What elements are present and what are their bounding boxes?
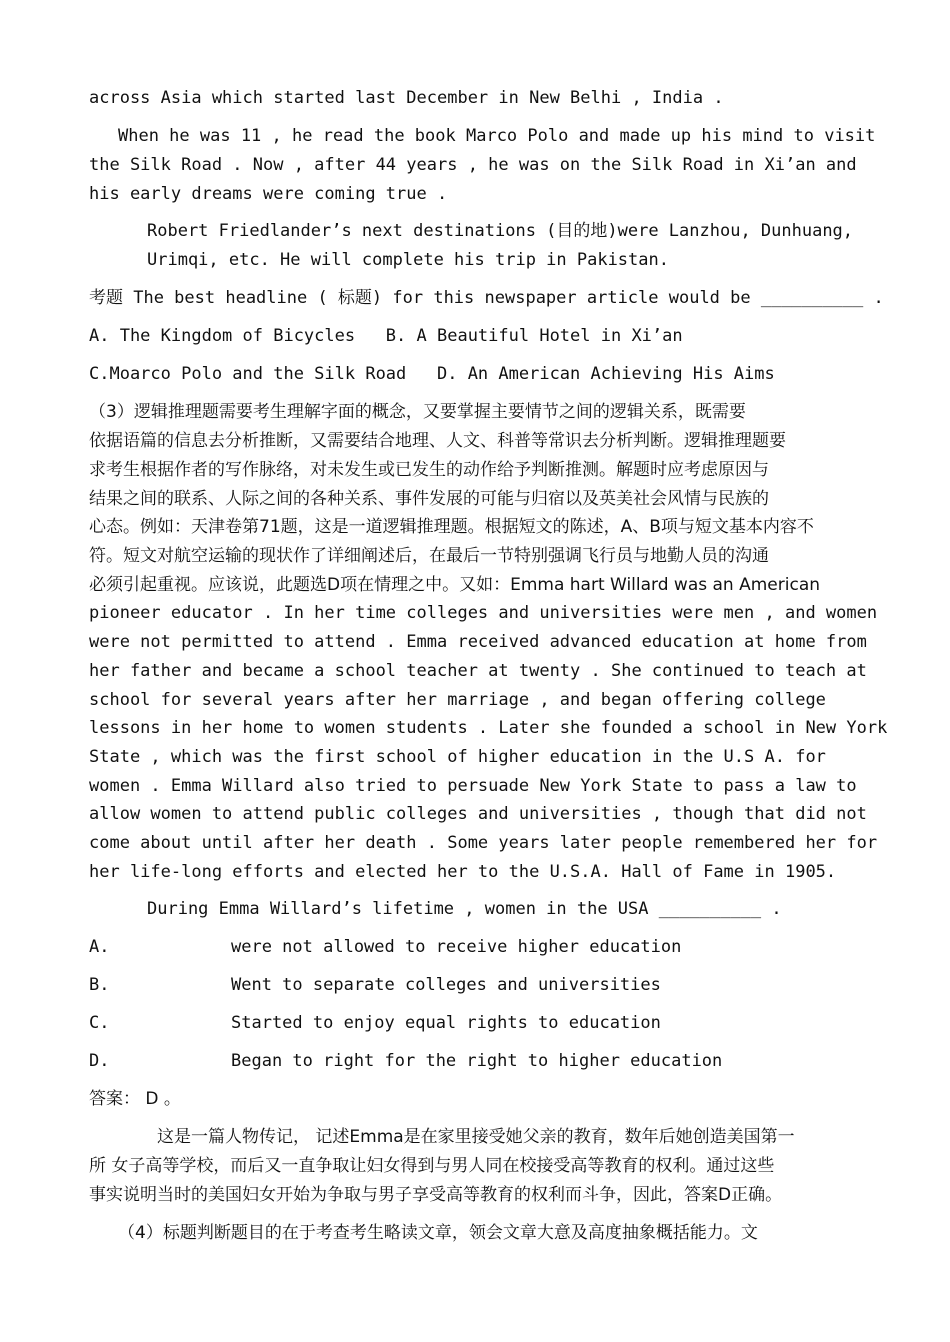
section3-line: pioneer educator . In her time colleges and universities were men , and women [89,603,878,623]
option-text: Started to enjoy equal rights to education [231,1013,661,1033]
section3-line: 依据语篇的信息去分析推断，又需要结合地理、人文、科普等常识去分析判断。逻辑推理题要 [89,431,786,451]
question-stem: 考题 The best headline ( 标题) for this newspaper article would be __________ . [89,288,884,308]
section3-line: 结果之间的联系、人际之间的各种关系、事件发展的可能与归宿以及英美社会风情与民族的 [89,489,769,509]
section3-line: 心态。例如：天津卷第71题，这是一道逻辑推理题。根据短文的陈述，A、B项与短文基本内容不 [89,517,814,537]
question-stem: During Emma Willard’s lifetime , women in the USA __________ . [147,899,782,919]
paragraph-line: When he was 11 , he read the book Marco Polo and made up his mind to visit [118,126,876,146]
option-letter: D. [89,1051,110,1071]
section3-line: allow women to attend public colleges and universities , though that did not [89,804,867,824]
option-letter: A. [89,937,110,957]
option-text: were not allowed to receive higher education [231,937,682,957]
option-letter: C. [89,1013,110,1033]
option-text: Began to right for the right to higher education [231,1051,723,1071]
explanation-line: 所 女子高等学校，而后又一直争取让妇女得到与男人同在校接受高等教育的权利。通过这些 [89,1156,775,1176]
destinations-line: Urimqi, etc. He will complete his trip in Pakistan. [147,250,669,270]
paragraph-line: the Silk Road . Now , after 44 years , he was on the Silk Road in Xi’an and [89,155,857,175]
section3-line: school for several years after her marriage , and began offering college [89,690,826,710]
section3-line: lessons in her home to women students . Later she founded a school in New York [89,718,888,738]
section3-line: her life-long efforts and elected her to the U.S.A. Hall of Fame in 1905. [89,862,837,882]
answer-label: 答案： D 。 [89,1089,181,1109]
section3-line: State , which was the first school of higher education in the U.S A. for [89,747,826,767]
paragraph-line: his early dreams were coming true . [89,184,448,204]
question-options: A. The Kingdom of Bicycles B. A Beautiful Hotel in Xi’an [89,326,683,346]
section3-line: her father and became a school teacher at twenty . She continued to teach at [89,661,867,681]
section3-line: 必须引起重视。应该说，此题选D项在情理之中。又如：Emma hart Willard was an American [89,575,821,595]
paragraph-line: across Asia which started last December in New Belhi , India . [89,88,724,108]
section3-line: （3）逻辑推理题需要考生理解字面的概念，又要掌握主要情节之间的逻辑关系，既需要 [89,402,746,422]
explanation-line: 事实说明当时的美国妇女开始为争取与男子享受高等教育的权利而斗争，因此，答案D正确。 [89,1185,783,1205]
option-text: Went to separate colleges and universities [231,975,661,995]
section3-line: 符。短文对航空运输的现状作了详细阐述后，在最后一节特别强调飞行员与地勤人员的沟通 [89,546,769,566]
section3-line: come about until after her death . Some years later people remembered her for [89,833,878,853]
section3-line: were not permitted to attend . Emma received advanced education at home from [89,632,867,652]
question-options: C.Moarco Polo and the Silk Road D. An American Achieving His Aims [89,364,775,384]
explanation-line: 这是一篇人物传记， 记述Emma是在家里接受她父亲的教育，数年后她创造美国第一 [157,1127,795,1147]
option-letter: B. [89,975,110,995]
section3-line: 求考生根据作者的写作脉络，对未发生或已发生的动作给予判断推测。解题时应考虑原因与 [89,460,769,480]
destinations-line: Robert Friedlander’s next destinations (目的地)were Lanzhou, Dunhuang, [147,221,854,241]
section3-line: women . Emma Willard also tried to persuade New York State to pass a law to [89,776,857,796]
section4-line: （4）标题判断题目的在于考查考生略读文章，领会文章大意及高度抽象概括能力。文 [118,1223,758,1243]
